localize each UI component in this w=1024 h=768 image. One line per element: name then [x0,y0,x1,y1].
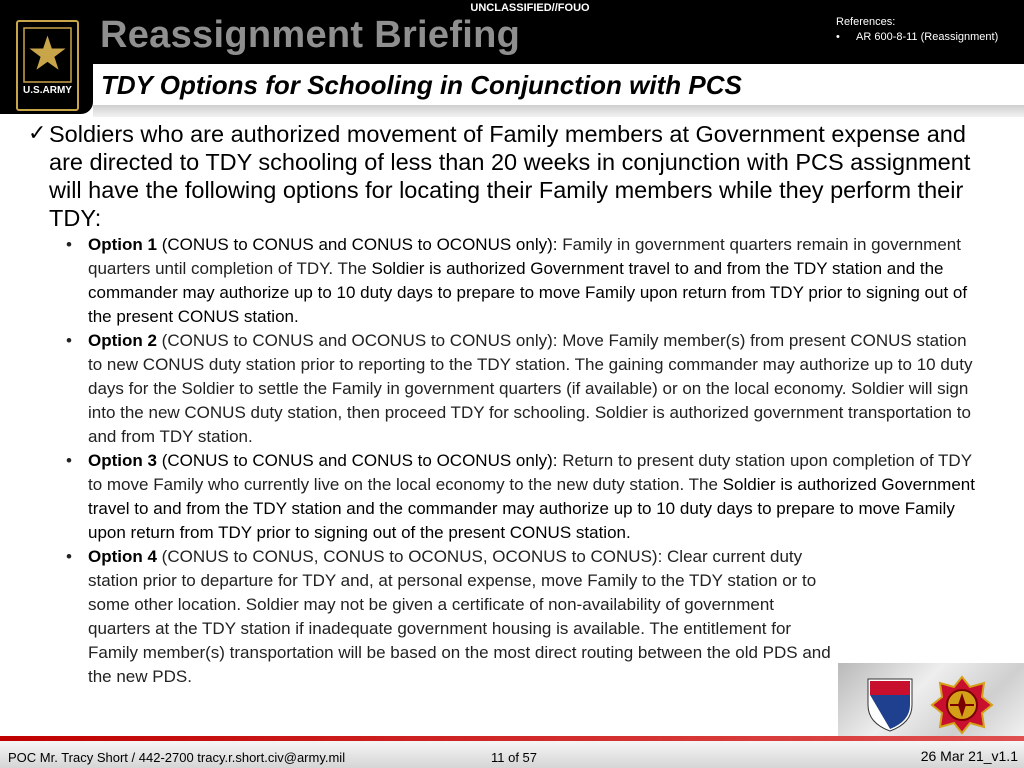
list-item [66,329,976,449]
option-text: Move Family member(s) from present CONUS station to new CONUS duty station prior to reporting to the TDY station. The gaining commander may authorize up to 10 duty days for the Soldier to settle the Family in government quarters (if available) or on the local economy. Soldier will sign into the new CONUS duty station, then proceed TDY for schooling. Soldier is authorized government transportation to and from TDY station. [88,331,973,446]
bullet-dot-icon: • [66,547,72,566]
bullet-dot-icon: • [66,331,72,350]
options-list [66,233,976,689]
bullet-dot-icon: • [66,235,72,254]
option-label: Option 4 [88,547,157,566]
page-number: 11 of 57 [491,750,538,765]
option-scope: (CONUS to CONUS and CONUS to OCONUS only): [161,235,558,254]
army-logo [0,14,93,114]
army-star-icon [22,26,73,84]
shield-icon [864,675,916,733]
option-label: Option 3 [88,451,157,470]
list-item [66,233,976,329]
version-date: 26 Mar 21_v1.1 [920,748,1018,764]
army-star-badge [16,20,79,111]
main-point [28,120,978,232]
check-mark-icon: ✓ [28,121,47,146]
poc-contact: POC Mr. Tracy Short / 442-2700 tracy.r.short.civ@army.mil [8,750,346,765]
option-text-emphasis: Soldier is authorized Government travel to and from the TDY station and the commander may authorize up to 10 duty days to prepare to move Family upon return from TDY prior to signing out of the present CONUS station. [88,475,975,542]
title-divider [93,105,1024,117]
reference-bullet: • [836,31,840,43]
main-point-text: Soldiers who are authorized movement of Family members at Government expense and are directed to TDY schooling of less than 20 weeks in conjunction with PCS assignment will have the following options for locating their Family members while they perform their TDY: [49,121,971,231]
list-item [66,449,976,545]
option-scope: (CONUS to CONUS, CONUS to OCONUS, OCONUS to CONUS): [156,547,663,566]
army-logo-text: U.S.ARMY [23,85,72,96]
option-scope: (CONUS to CONUS and OCONUS to CONUS only): [156,331,558,350]
option-text: Return to present duty station upon completion of TDY to move Family who currently live on the local economy to the new duty station. The [88,451,972,494]
option-text: Family in government quarters remain in government quarters until completion of TDY. The [88,235,961,278]
option-label: Option 2 [88,331,157,350]
references-box [836,15,998,45]
support-seal-icon [930,675,994,735]
briefing-title: Reassignment Briefing [100,14,521,56]
option-label: Option 1 [88,235,157,254]
option-scope: (CONUS to CONUS and CONUS to OCONUS only): [161,451,558,470]
classification-banner: UNCLASSIFIED//FOUO [470,2,590,14]
bullet-dot-icon: • [66,451,72,470]
reference-text: AR 600-8-11 (Reassignment) [856,31,999,43]
option-text: Clear current duty station prior to departure for TDY and, at personal expense, move Family to the TDY station or to some other location. Soldier may not be given a certificate of non-availability of government quarters at the TDY station if inadequate government housing is available. The entitlement for Family member(s) transportation will be based on the most direct routing between the old PDS and the new PDS. [88,547,831,686]
references-label: References: [836,16,896,28]
reference-item [836,30,998,45]
slide-title: TDY Options for Schooling in Conjunction with PCS [101,70,742,100]
option-text-emphasis: Soldier is authorized Government travel to and from the TDY station and the commander may authorize up to 10 duty days to prepare to move Family upon return from TDY prior to signing out of the present CONUS station. [88,259,968,326]
